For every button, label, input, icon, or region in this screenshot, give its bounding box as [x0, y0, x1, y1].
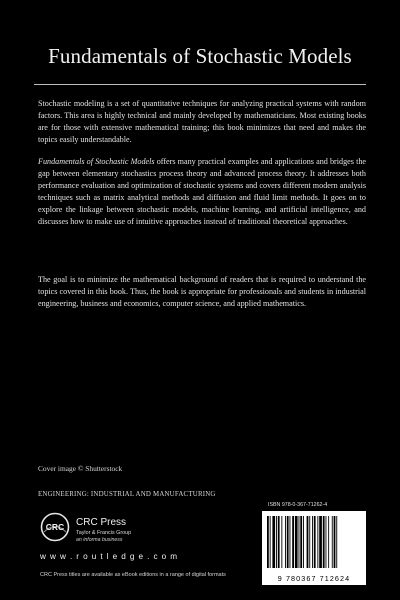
isbn-label: ISBN 978-0-367-71262-4 — [268, 502, 328, 508]
barcode-bar — [307, 516, 309, 568]
publisher-url: w w w . r o u t l e d g e . c o m — [40, 552, 178, 561]
barcode-bar — [336, 516, 337, 568]
publisher-name: CRC Press — [76, 517, 127, 528]
barcode-bar — [328, 516, 329, 568]
barcode-bar — [292, 516, 294, 568]
barcode-bar — [281, 516, 282, 568]
barcode-bar — [326, 516, 327, 568]
barcode-bar — [309, 516, 310, 568]
barcode-bar — [319, 516, 322, 568]
crc-press-logo — [40, 512, 70, 542]
barcode-bar — [290, 516, 291, 568]
ebook-availability-note: CRC Press titles are available as eBook editions in a range of digital formats — [40, 572, 226, 578]
barcode-bar — [332, 516, 333, 568]
barcode-bar — [267, 516, 269, 568]
barcode-bar — [278, 516, 280, 568]
subject-category: ENGINEERING: INDUSTRIAL AND MANUFACTURING — [38, 491, 216, 498]
title-divider — [34, 84, 366, 85]
barcode-bar — [270, 516, 271, 568]
barcode-bar — [295, 516, 298, 568]
publisher-group: Taylor & Francis Group — [76, 530, 132, 536]
book-title: Fundamentals of Stochastic Models — [48, 44, 352, 68]
barcode-bar — [272, 516, 275, 568]
book-title-italic: Fundamentals of Stochastic Models — [38, 157, 155, 166]
barcode-bar — [314, 516, 316, 568]
barcode-bar — [303, 516, 304, 568]
barcode-bar — [285, 516, 286, 568]
barcode-bar — [334, 516, 336, 568]
barcode-bar — [312, 516, 313, 568]
crc-logo-text: CRC — [45, 522, 65, 532]
publisher-informa: an informa business — [76, 537, 123, 543]
blurb-paragraph-3: The goal is to minimize the mathematical background of readers that is required to understand the topics covered in this book. Thus, the book is appropriate for professionals and students in industrial engineering, business and economics, computer science, and applied mathematics. — [38, 275, 366, 309]
barcode-bar — [276, 516, 277, 568]
barcode-digits: 9 780367 712624 — [277, 574, 351, 583]
blurb-paragraph-1: Stochastic modeling is a set of quantitative techniques for analyzing practical systems with random factors. This area is highly technical and mainly developed by mathematicians. Most existing books are for those with extensive mathematical training; this book minimizes that need and makes the topics easily understandable. — [38, 99, 366, 145]
barcode — [262, 511, 366, 585]
barcode-bar — [300, 516, 302, 568]
barcode-bar — [317, 516, 318, 568]
barcode-bar — [299, 516, 300, 568]
blurb-paragraph-2 — [38, 156, 366, 229]
barcode-bars — [267, 516, 361, 568]
barcode-bar — [323, 516, 325, 568]
image-credit: Cover image © Shutterstock — [38, 464, 123, 473]
blurb-paragraph-2-text: offers many practical examples and applications and bridges the gap between elementary stochastics process theory and advanced process theory. It addresses both performance evaluation and optimization of stochastic systems and covers different modern analysis techniques such as matrix analytical methods and diffusion and fluid limit methods. It goes on to explore the linkage between stochastic models, machine learning, and artificial intelligence, and discusses how to make use of intuitive approaches instead of traditional theoretical approaches. — [38, 157, 366, 227]
barcode-bar — [287, 516, 289, 568]
